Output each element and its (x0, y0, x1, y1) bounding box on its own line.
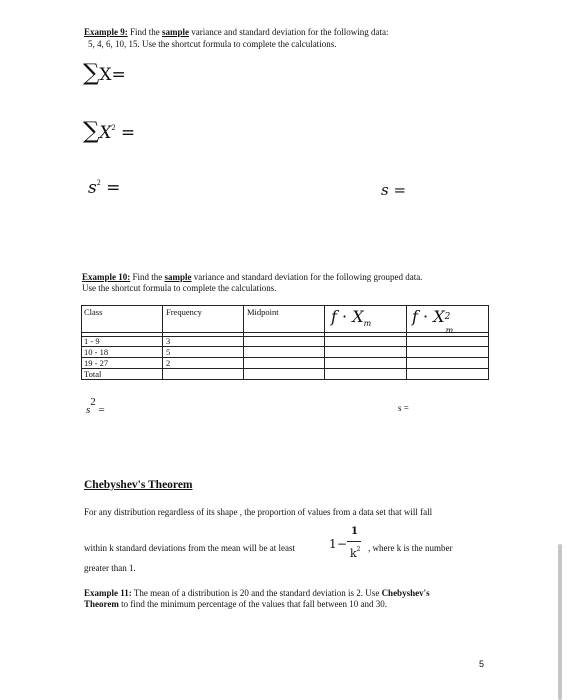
ex9-s2-exponent: 2 (96, 178, 101, 187)
row-3-frequency: 2 (166, 358, 171, 368)
row-2-class: 10 - 18 (84, 347, 109, 357)
formula-numerator: 1 (351, 526, 358, 537)
example-10-line2: Use the shortcut formula to complete the calculations. (82, 283, 277, 293)
chebyshev-heading: Chebyshev's Theorem (84, 479, 193, 491)
formula-minus: − (337, 537, 348, 551)
example-11-text: The mean of a distribution is 20 and the standard deviation is 2. Use (133, 588, 380, 598)
example-11-line1 (84, 588, 430, 599)
ex10-s2-equals: = (95, 404, 105, 416)
fraction-bar (347, 541, 361, 542)
example-10-text-after: variance and standard deviation for the following grouped data. (193, 272, 423, 282)
ex10-s2-expression (86, 396, 105, 418)
example-11-bold-name: Chebyshev's (381, 588, 430, 598)
example-10-text-before: Find the (132, 272, 163, 282)
example-11-label: Example 11: (84, 588, 132, 598)
formula-one: 1 (329, 537, 337, 551)
example-9-keyword: sample (162, 27, 190, 37)
header-midpoint: Midpoint (247, 307, 279, 317)
ex10-s2-exponent: 2 (90, 396, 96, 408)
example-9-heading (84, 27, 524, 38)
header-frequency: Frequency (166, 307, 202, 317)
sum-x-label: X= (99, 65, 126, 85)
ex9-s-expression: s = (381, 181, 407, 199)
example-9-label: Example 9: (84, 27, 128, 37)
chebyshev-para-2-before: within k standard deviations from the mean will be at least (84, 543, 295, 553)
sum-x2-expression (83, 118, 135, 144)
ex9-s2-expression (88, 177, 120, 199)
example-11-line2 (84, 599, 387, 610)
chebyshev-para-1: For any distribution regardless of its shape , the proportion of values from a data set that will fall (84, 507, 433, 517)
example-9-text-before: Find the (130, 27, 160, 37)
vertical-scrollbar[interactable] (558, 544, 562, 700)
header-class: Class (84, 307, 103, 317)
ex10-s2-var: s (86, 404, 91, 416)
sigma-icon: ∑ (83, 118, 100, 144)
row-1-class: 1 - 9 (84, 336, 100, 346)
example-10-heading (82, 272, 532, 283)
header-f-xm2: f · X 2 m (412, 307, 454, 335)
row-3-class: 19 - 27 (84, 358, 109, 368)
example-11-line2-text: to find the minimum percentage of the values that fall between 10 and 30. (121, 599, 387, 609)
example-9-text-after: variance and standard deviation for the following data: (191, 27, 389, 37)
sum-x2-equals: = (115, 123, 136, 143)
page-number: 5 (479, 659, 485, 669)
example-11-theorem: Theorem (84, 599, 119, 609)
ex9-s2-equals: = (100, 178, 121, 198)
row-1-frequency: 3 (166, 336, 171, 346)
example-10-label: Example 10: (82, 272, 131, 282)
grouped-data-table (81, 305, 489, 380)
row-total-class: Total (84, 369, 102, 379)
header-f-xm: $f \cdot X_m$ (331, 307, 372, 328)
sigma-icon: ∑ (83, 60, 100, 86)
formula-denominator: $k^2$ (350, 546, 361, 560)
row-2-frequency: 5 (166, 347, 171, 357)
sum-x-expression (83, 60, 126, 86)
chebyshev-para-3: greater than 1. (84, 563, 136, 573)
ex10-s-expression: s = (398, 403, 409, 413)
sum-x2-var: X (99, 123, 112, 143)
sum-x2-exponent: 2 (111, 123, 116, 132)
example-10-keyword: sample (164, 272, 192, 282)
example-9-line2: 5, 4, 6, 10, 15. Use the shortcut formula to complete the calculations. (88, 39, 337, 49)
ex9-s2-var: s (88, 178, 97, 198)
chebyshev-para-2-after: , where k is the number (368, 543, 453, 553)
